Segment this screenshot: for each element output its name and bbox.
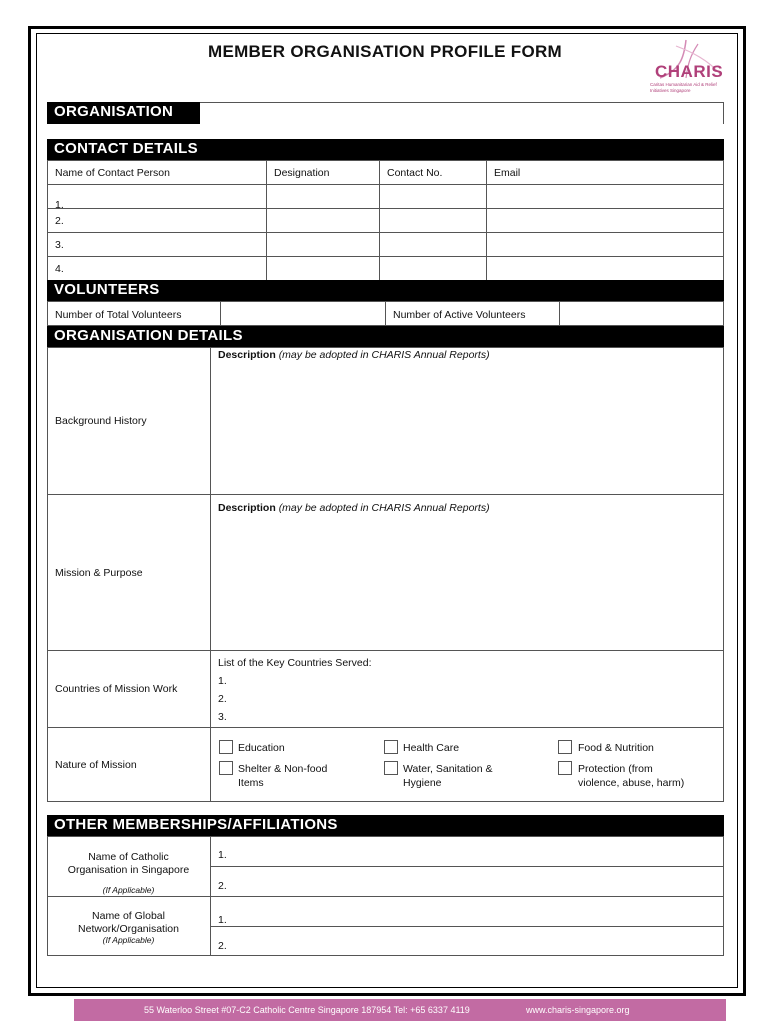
footer-bar <box>74 999 726 1021</box>
global-network-item: 2. <box>218 940 227 952</box>
catholic-org-item: 1. <box>218 849 227 861</box>
food-nutrition-label: Food & Nutrition <box>578 742 654 754</box>
protection-checkbox[interactable] <box>558 761 572 775</box>
col-header-contact-person: Name of Contact Person <box>55 167 170 179</box>
water-sanitation-label: Water, Sanitation & <box>403 763 493 775</box>
mission-description-label: Description (may be adopted in CHARIS Annual Reports) <box>218 502 490 514</box>
catholic-org-label-line2: Organisation in Singapore <box>67 864 190 876</box>
catholic-org-item: 2. <box>218 880 227 892</box>
memberships-row-divider <box>47 896 724 897</box>
volunteers-divider <box>385 301 386 326</box>
countries-label: Countries of Mission Work <box>55 683 178 695</box>
details-col-divider <box>210 347 211 802</box>
country-item: 3. <box>218 711 227 723</box>
health-care-label: Health Care <box>403 742 460 754</box>
col-header-email: Email <box>494 167 521 179</box>
shelter-checkbox[interactable] <box>219 761 233 775</box>
organisation-header: ORGANISATION <box>47 102 200 124</box>
global-network-label-line2: Network/Organisation <box>78 923 179 935</box>
global-network-label: Name of Global <box>92 910 165 922</box>
catholic-org-note: (If Applicable) <box>102 885 155 895</box>
col-header-designation: Designation <box>274 167 330 179</box>
contact-col-divider <box>486 160 487 281</box>
country-item: 2. <box>218 693 227 705</box>
catholic-org-label: Name of Catholic <box>88 851 169 863</box>
organisation-name-field[interactable] <box>200 103 724 124</box>
mission-purpose-label: Mission & Purpose <box>55 567 143 579</box>
background-description-label: Description (may be adopted in CHARIS Annual Reports) <box>218 349 490 361</box>
volunteers-header: VOLUNTEERS <box>47 280 724 301</box>
countries-list-label: List of the Key Countries Served: <box>218 657 372 669</box>
form-title: MEMBER ORGANISATION PROFILE FORM <box>208 42 562 61</box>
water-sanitation-checkbox[interactable] <box>384 761 398 775</box>
protection-label-line2: violence, abuse, harm) <box>578 777 685 789</box>
shelter-label: Shelter & Non-food <box>238 763 328 775</box>
health-care-checkbox[interactable] <box>384 740 398 754</box>
details-row-divider <box>47 727 724 728</box>
contact-row-number: 4. <box>55 263 64 275</box>
background-history-label: Background History <box>55 415 147 427</box>
col-header-contact-no: Contact No. <box>387 167 443 179</box>
details-row-divider <box>47 494 724 495</box>
global-network-note: (If Applicable) <box>102 935 155 945</box>
contact-row-divider <box>47 184 724 185</box>
shelter-label-line2: Items <box>238 777 264 789</box>
water-sanitation-label-line2: Hygiene <box>403 777 442 789</box>
mission-purpose-field[interactable] <box>212 518 722 648</box>
country-item: 1. <box>218 675 227 687</box>
memberships-row-divider <box>210 866 724 867</box>
nature-of-mission-label: Nature of Mission <box>55 759 137 771</box>
total-volunteers-field[interactable] <box>221 302 384 325</box>
footer-address: 55 Waterloo Street #07-C2 Catholic Centre Singapore 187954 Tel: +65 6337 4119 <box>144 1005 470 1015</box>
contact-row-divider <box>47 256 724 257</box>
logo-tagline: Caritas Humanitarian Aid & Relief Initiatives Singapore <box>650 82 717 93</box>
contact-details-header: CONTACT DETAILS <box>47 139 724 160</box>
education-checkbox[interactable] <box>219 740 233 754</box>
logo-wordmark: CHARIS <box>655 62 724 81</box>
contact-row-divider <box>47 208 724 209</box>
contact-col-divider <box>266 160 267 281</box>
protection-label: Protection (from <box>578 763 653 775</box>
global-network-item: 1. <box>218 914 227 926</box>
active-volunteers-label: Number of Active Volunteers <box>393 309 526 321</box>
food-nutrition-checkbox[interactable] <box>558 740 572 754</box>
memberships-row-divider <box>210 926 724 927</box>
contact-row-number: 1. <box>55 199 64 211</box>
organisation-details-header: ORGANISATION DETAILS <box>47 326 724 347</box>
details-row-divider <box>47 650 724 651</box>
background-history-field[interactable] <box>212 364 722 492</box>
contact-col-divider <box>379 160 380 281</box>
contact-row-number: 3. <box>55 239 64 251</box>
contact-row-divider <box>47 232 724 233</box>
footer-website-link[interactable]: www.charis-singapore.org <box>526 1005 630 1015</box>
active-volunteers-field[interactable] <box>560 302 723 325</box>
contact-row-number: 2. <box>55 215 64 227</box>
education-label: Education <box>238 742 285 754</box>
total-volunteers-label: Number of Total Volunteers <box>55 309 182 321</box>
memberships-header: OTHER MEMBERSHIPS/AFFILIATIONS <box>47 815 724 836</box>
